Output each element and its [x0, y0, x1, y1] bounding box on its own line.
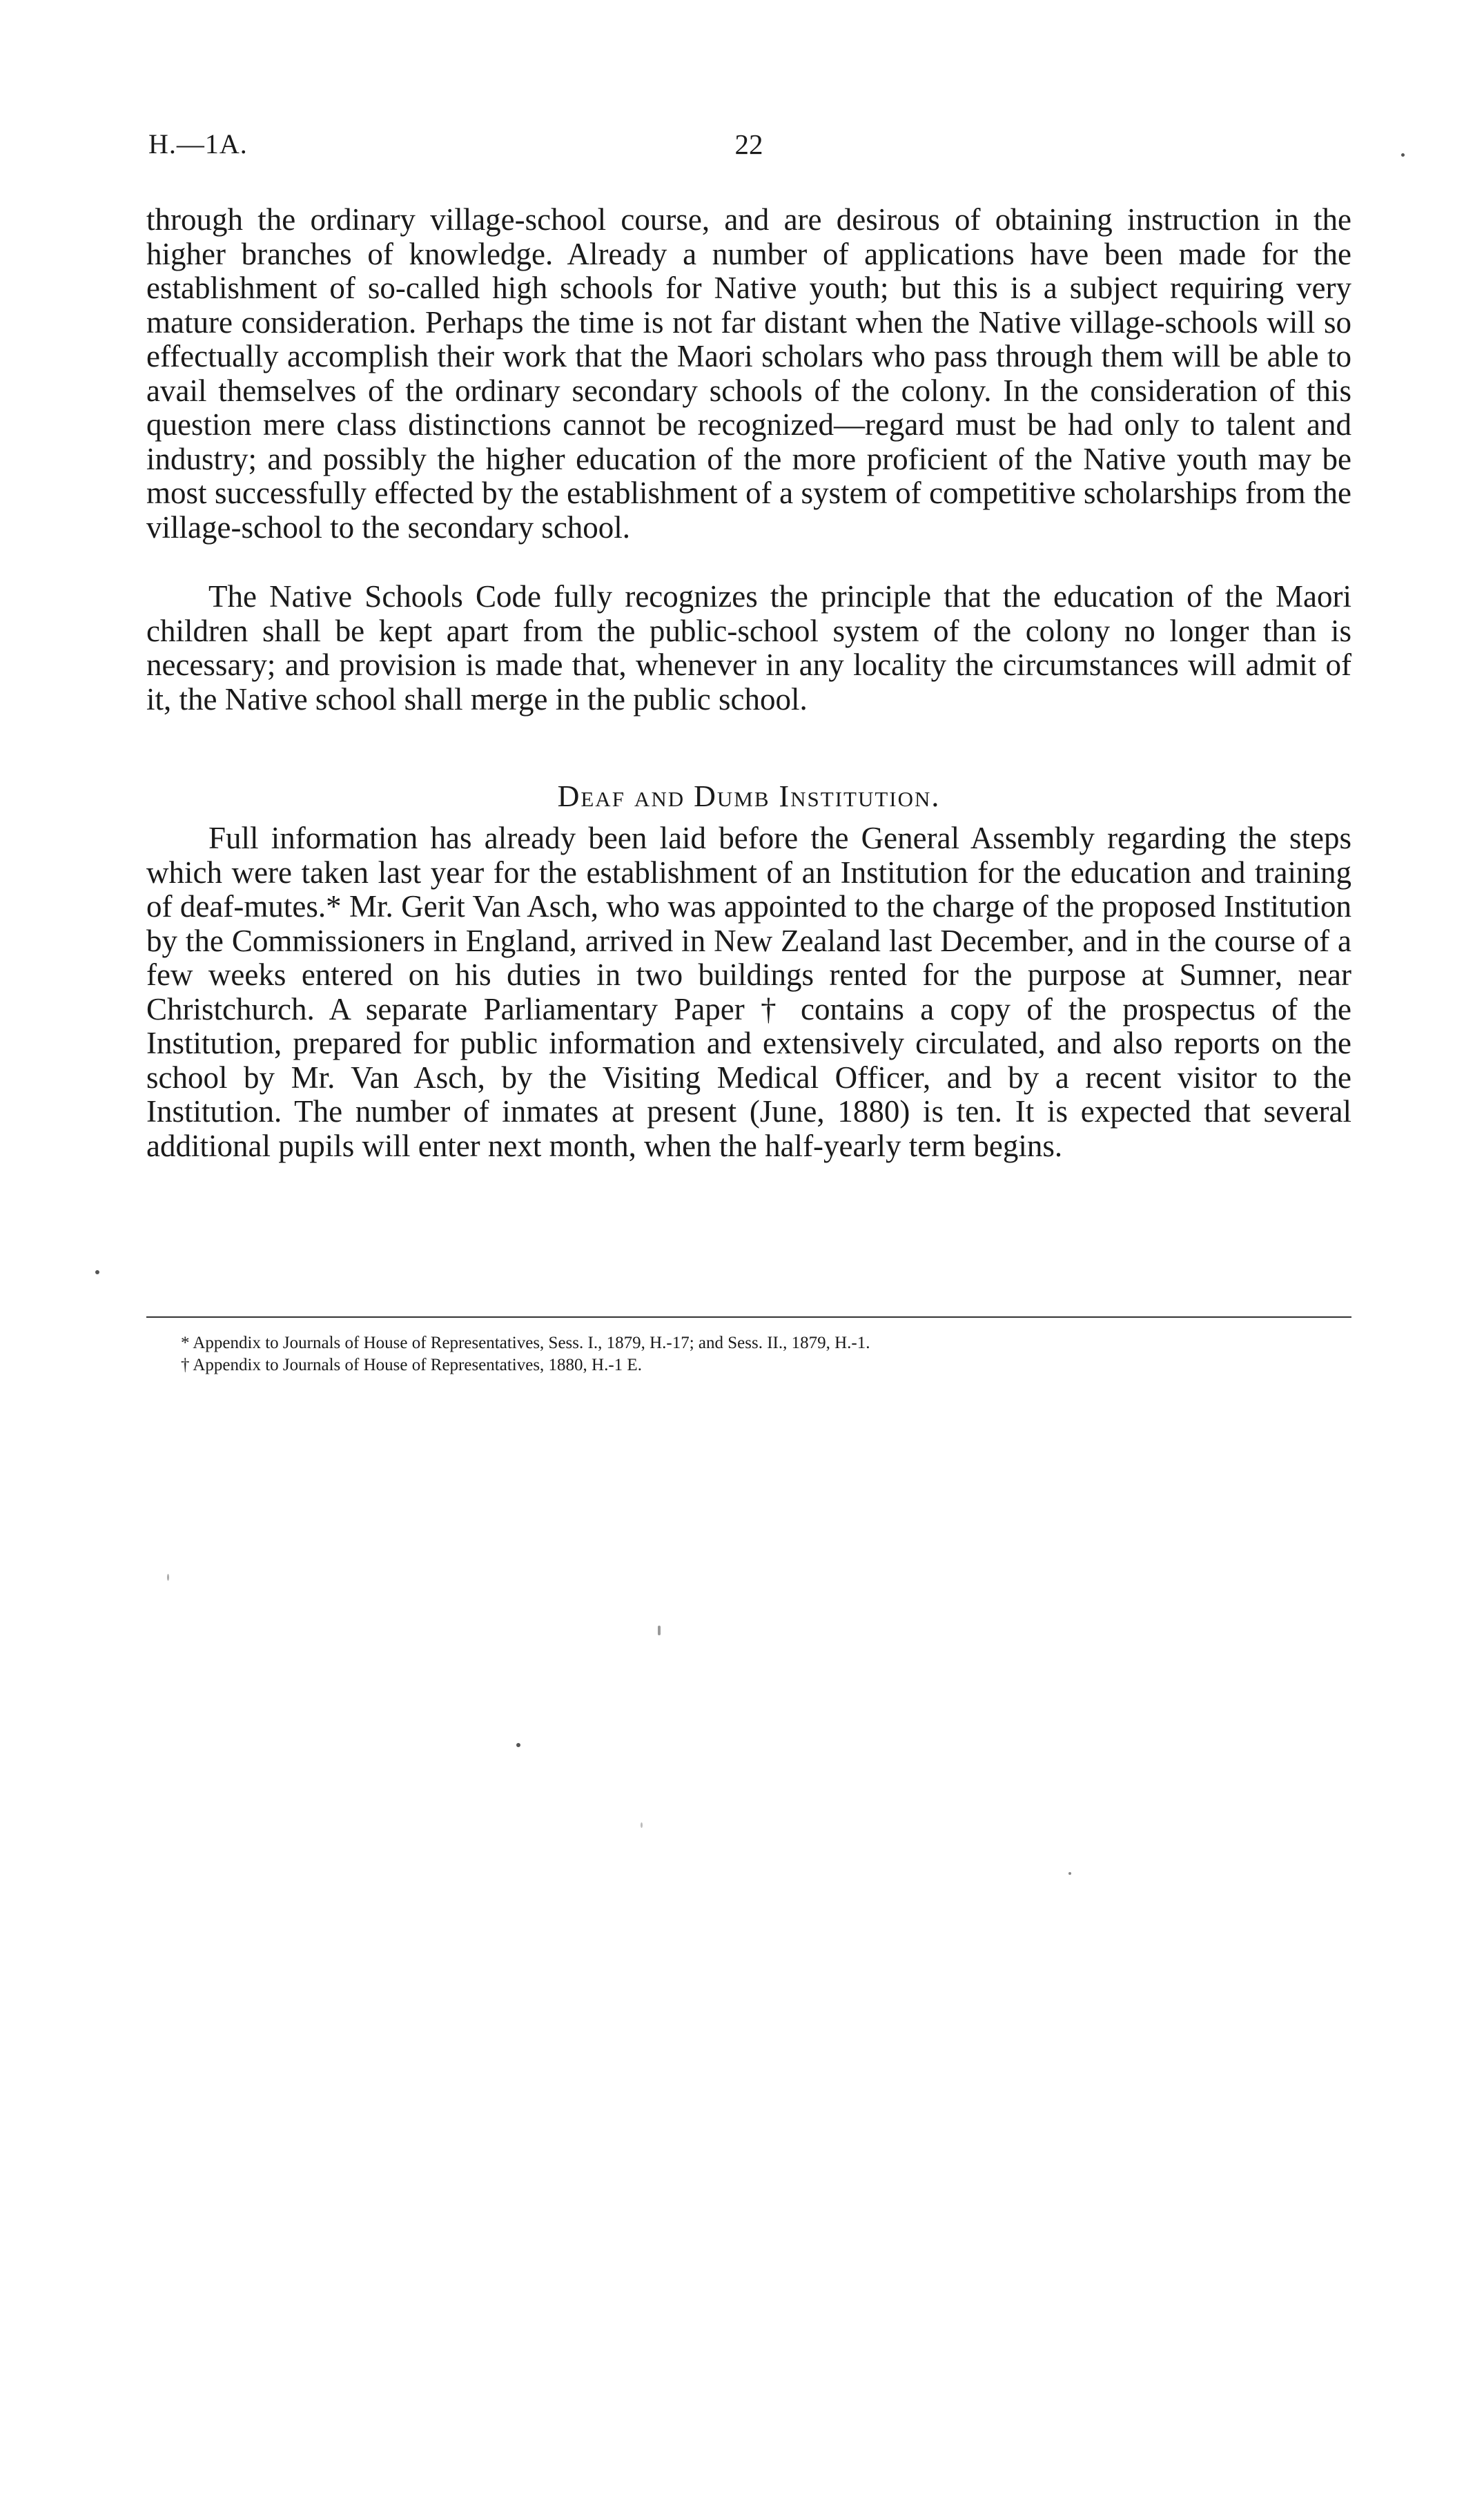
- footnotes: [181, 1332, 1347, 1376]
- scan-speck: [641, 1822, 643, 1828]
- paragraph-native-schools-code: [146, 580, 1351, 717]
- paragraph-deaf-and-dumb: [146, 821, 1351, 1163]
- footnote-1: * Appendix to Journals of House of Representatives, Sess. I., 1879, H.-17; and Sess. II., 1879, H.-1.: [181, 1334, 870, 1352]
- scan-speck: [658, 1626, 661, 1635]
- scan-speck: [1401, 153, 1405, 157]
- paragraph-continuation: [146, 203, 1351, 545]
- footnote-2: † Appendix to Journals of House of Representatives, 1880, H.-1 E.: [181, 1356, 642, 1374]
- page-header: [148, 128, 1349, 176]
- footnote-divider: [146, 1316, 1351, 1318]
- page-number: 22: [734, 128, 763, 160]
- scan-speck: [1068, 1872, 1071, 1875]
- scan-speck: [516, 1743, 520, 1747]
- scan-speck: [95, 1270, 99, 1274]
- paragraph-text: The Native Schools Code fully recognizes the principle that the education of the Maori children shall be kept apart from the public-school system of the colony no longer than is necessary; and provision is made that, whenever in any locality the circumstances will admit of it, the Native school shall merge in the public school.: [146, 579, 1351, 717]
- section-heading: Deaf and Dumb Institution.: [557, 779, 941, 813]
- paragraph-text: through the ordinary village-school course, and are desirous of obtaining instruction in the higher branches of knowledge. Already a number of applications have been made for the establishment of so-called high schools for Native youth; but this is a subject requiring very mature consideration. Perhaps the time is not far distant when the Native village-schools will so effectually accomplish their work that the Maori scholars who pass through them will be able to avail themselves of the ordinary secondary schools of the colony. In the consideration of this question mere class distinctions cannot be recognized—regard must be had only to talent and industry; and possibly the higher education of the more proficient of the Native youth may be most successfully effected by the establishment of a system of competitive scholarships from the village-school to the secondary school.: [146, 202, 1351, 545]
- scan-speck: [167, 1574, 169, 1581]
- document-reference: H.—1A.: [148, 128, 248, 159]
- paragraph-text: Full information has already been laid before the General Assembly regarding the steps which were taken last year for the establishment of an Institution for the education and training of deaf-mutes.* Mr. Gerit Van Asch, who was appointed to the charge of the proposed Institution by the Commissioners in England, arrived in New Zealand last December, and in the course of a few weeks entered on his duties in two buildings rented for the purpose at Sumner, near Christchurch. A separate Parliamentary Paper † contains a copy of the prospectus of the Institution, prepared for public information and extensively circulated, and also reports on the school by Mr. Van Asch, by the Visiting Medical Officer, and by a recent visitor to the Institution. The number of inmates at present (June, 1880) is ten. It is expected that several additional pupils will enter next month, when the half-yearly term begins.: [146, 821, 1351, 1163]
